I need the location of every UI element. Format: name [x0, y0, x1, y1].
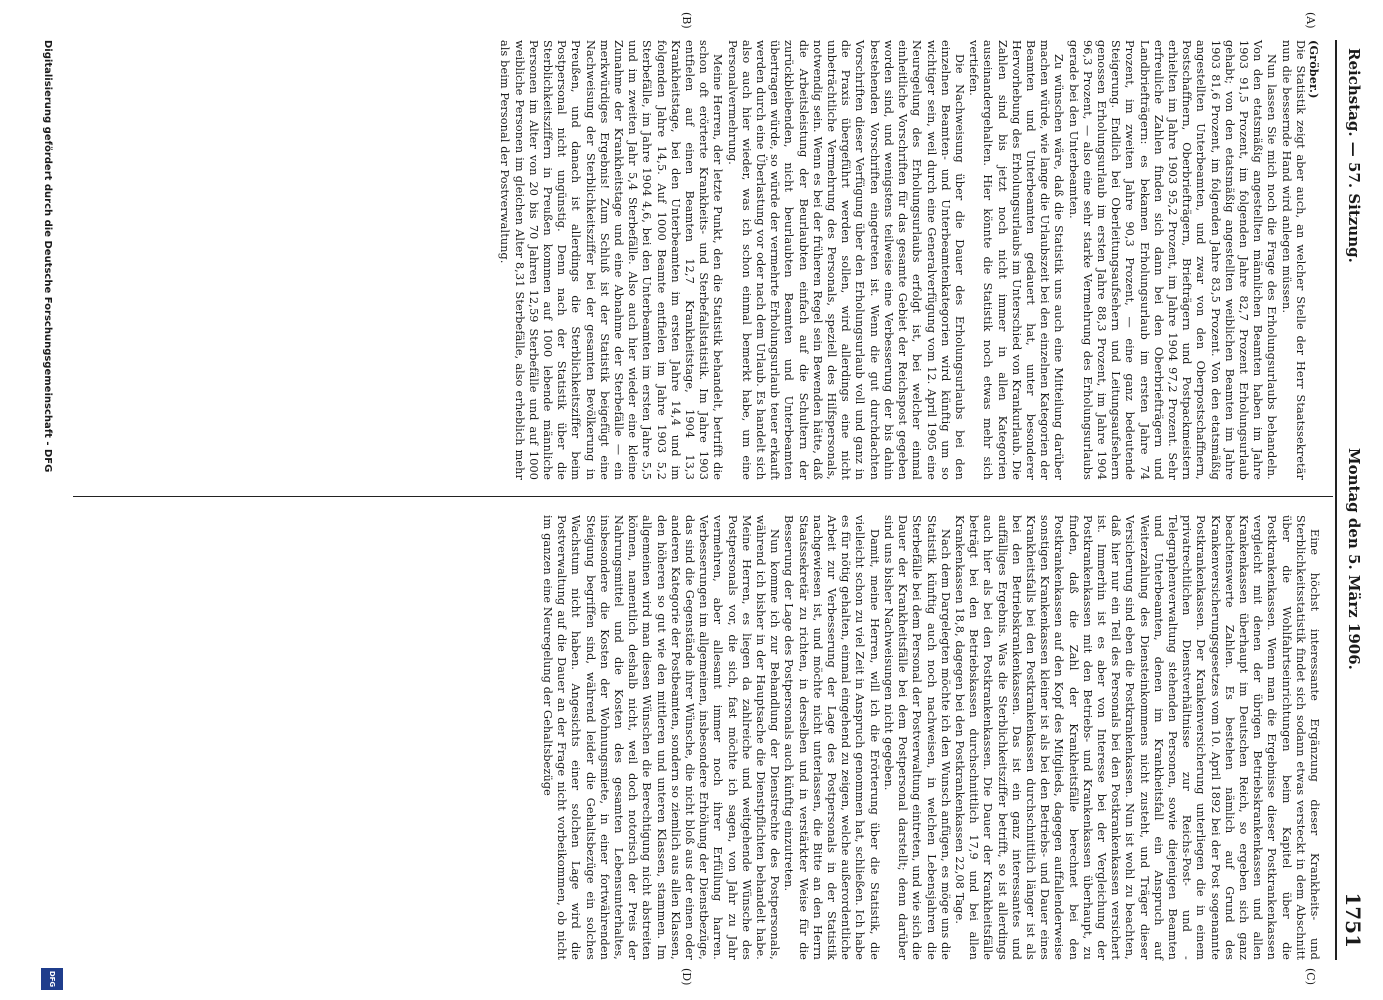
page-number: 1751 — [1341, 892, 1365, 948]
paragraph: Eine höchst interessante Ergänzung dieser Krankheits- und Sterblichkeitsstatistik findet sich sodann etwas versteckt in dem Abschnitt über die Wohlfahrtseinrichtungen beim Kapitel über die Postkrankenkassen. Wenn man die Ergebnisse dieser Postkrankenkassen vergleicht mit denen der übrigen Betriebskrankenkassen und allen Krankenkassen überhaupt im Deutschen Reich, so ergeben sich ganz beachtenswerte Zahlen. Es bestehen nämlich auf Grund des Krankenversicherungsgesetzes vom 10. April 1892 bei der Post sogenannte Postkrankenkassen. Der Krankenversicherung unterliegen die in einem privatrechtlichen Dienstverhältnisse zur Reichs-Post- und -Telegraphenverwaltung stehenden Personen, sowie diejenigen Beamten und Unterbeamten, denen im Krankheitsfall ein Anspruch auf Weiterzahlung des Diensteinkommens nicht zusteht, und Träger dieser Versicherung sind eben die Postkrankenkassen. Nun ist wohl zu beachten, daß hier nur ein Teil des Personals bei den Postkrankenkassen versichert ist. Immerhin ist es aber von Interesse bei der Vergleichung der Postkrankenkassen mit den Betriebs- und Krankenkassen überhaupt, zu finden, daß die Zahl der Krankheitsfälle berechnet bei den Postkrankenkassen auf den Kopf des Mitglieds, dagegen auffallenderweise sonstigen Krankenkassen kleiner ist als bei den Betriebs- und Dauer eines Krankheitsfalls bei den Postkrankenkassen durchschnittlich länger ist als bei den Betriebskrankenkassen. Das ist ein ganz interessantes und auffälliges Ergebnis. Was die Sterblichkeitsziffer betrifft, so ist allerdings auch hier als bei den Postkrankenkassen. Die Dauer der Krankheitsfälle beträgt bei den Betriebskassen durchschnittlich 17,9 und bei allen Krankenkassen 18,8, dagegen bei den Postkrankenkassen 22,08 Tage. — [952, 515, 1321, 960]
paragraph: Nun lassen Sie mich noch die Frage des Erholungsurlaubs behandeln. Von den etatsmäßig angestellten männlichen Beamten haben im Jahre 1903 91,5 Prozent, im folgenden Jahre 82,7 Prozent Erholungsurlaub gehabt; von den etatsmäßig angestellten weiblichen Beamten im Jahre 1903 81,6 Prozent, im folgenden Jahre 83,5 Prozent. Von den etatsmäßig angestellten Unterbeamten, und zwar von den Oberpostschaffnern, Postschaffnern, Oberbriefträgern, Briefträgern und Postpackmeistern erhielten im Jahre 1903 95,2 Prozent, im Jahre 1904 97,2 Prozent. Sehr erfreuliche Zahlen finden sich dann bei den Oberbriefträgern und Landbriefträgern: es bekamen Erholungsurlaub im ersten Jahre 74 Prozent, im zweiten Jahre 90,3 Prozent, — eine ganz bedeutende Steigerung. Endlich bei Oberleitungsaufsehern und Leitungsaufsehern genossen Erholungsurlaub im ersten Jahre 88,3 Prozent, im Jahre 1904 96,3 Prozent, — also eine sehr starke Vermehrung des Erholungsurlaubs gerade bei den Unterbeamten. — [1066, 40, 1279, 480]
right-column — [86, 515, 1321, 960]
margin-mark-b: (B) — [680, 12, 693, 29]
paragraph: Nun komme ich zur Behandlung der Dienstrechte des Postpersonals, während ich bisher in der Hauptsache die Dienstpflichten behandelt habe. Meine Herren, es liegen da zahlreiche und weitgehende Wünsche des Postpersonals vor, die sich, fast möchte ich sagen, von Jahr zu Jahr vermehren, aber allesamt immer noch ihrer Erfüllung harren. Verbesserungen im allgemeinen, insbesondere Erhöhung der Dienstbezüge, das sind die Gegenstände ihrer Wünsche, die nicht bloß aus der einen oder anderen Kategorie der Postbeamten, sondern so ziemlich aus allen Klassen, den höheren so gut wie den mittleren und unteren Klassen, stammen. Im allgemeinen wird man diesen Wünschen die Berechtigung nicht abstreiten können, namentlich deshalb nicht, weil doch notorisch der Preis der Nahrungsmittel und die Kosten des gesamten Lebensunterhaltes, insbesondere die Kosten der Wohnungsmiete, in einer fortwährenden Steigung begriffen sind, während leider die Gehaltsbezüge ein solches Wachstum nicht haben. Angesichts einer solchen Lage wird die Postverwaltung auf die Dauer an der Frage nicht vorbeikommen, ob nicht im ganzen eine Neuregelung der Gehaltsbezüge — [541, 515, 782, 960]
margin-mark-c: (C) — [1304, 968, 1317, 985]
header-date: Montag den 5. März 1906. — [1345, 448, 1363, 670]
speaker-name: (Gröber.) — [1307, 40, 1321, 99]
paragraph: Die Statistik zeigt aber auch, an welcher Stelle der Herr Staatssekretär nun die bessernde Hand wird anlegen müssen. — [1279, 40, 1307, 480]
paragraph: Zu wünschen wäre, daß die Statistik uns auch eine Mitteilung darüber machen würde, wie lange die Urlaubszeit bei den einzelnen Kategorien der Beamten und Unterbeamten gedauert hat, unter besonderer Hervorhebung des Erholungsurlaubs im Unterschied von Krankurlaub. Die Zahlen sind bis jetzt noch nicht immer in allen Kategorien auseinandergehalten. Hier könnte die Statistik noch etwas mehr sich vertiefen. — [967, 40, 1066, 480]
left-column — [86, 40, 1321, 480]
column-divider — [73, 496, 1333, 497]
header-rule — [1335, 40, 1337, 960]
dfg-credit: Digitalisierung gefördert durch die Deutsche Forschungsgemeinschaft - DFG — [42, 40, 53, 473]
paragraph: Damit, meine Herren, will ich die Erörterung über die Statistik, die vielleicht schon zu viel Zeit in Anspruch genommen hat, schließen. Ich habe es für nötig gehalten, einmal eingehend zu zeigen, welche außerordentliche Arbeit zur Verbesserung der Lage des Postpersonals in der Statistik nachgewiesen ist, und möchte nicht unterlassen, die Bitte an den Herrn Staatssekretär zu richten, in derselben und in verstärkter Weise für die Besserung der Lage des Postpersonals auch künftig einzutreten. — [782, 515, 881, 960]
paragraph: Nach dem Dargelegten möchte ich den Wunsch anfügen, es möge uns die Statistik künftig auch noch nachweisen, in welchen Lebensjahren die Sterbefälle bei dem Personal der Postverwaltung eintreten, und wie sich die Dauer der Krankheitsfälle bei dem Postpersonal darstellt; denn darüber sind uns bisher Nachweisungen nicht gegeben. — [881, 515, 952, 960]
page-header — [1343, 48, 1365, 948]
margin-mark-d: (D) — [680, 968, 693, 986]
dfg-logo: DFG — [41, 968, 63, 990]
paragraph: Meine Herren, der letzte Punkt, den die Statistik behandelt, betrifft die schon oft erörterte Krankheits- und Sterbefallstatistik. Im Jahre 1903 entfielen auf einen Beamten 12,7 Krankheitstage, 1904 13,3 Krankheitstage, bei den Unterbeamten im ersten Jahre 14,4 und im folgenden Jahre 14,5. Auf 1000 Beamte entfielen im Jahre 1903 5,2 Sterbefälle, im Jahre 1904 4,6, bei den Unterbeamten im ersten Jahre 5,5 und im zweiten Jahr 5,4 Sterbefälle. Also auch hier wieder eine kleine Zunahme der Krankheitstage und eine Abnahme der Sterbefälle — ein merkwürdiges Ergebnis! Zum Schluß ist der Statistik beigefügt eine Nachweisung der Sterblichkeitsziffer bei der gesamten Bevölkerung in Preußen, und danach ist allerdings die Sterblichkeitsziffer beim Postpersonal nicht ungünstig. Denn nach der Statistik über die Sterblichkeitsziffern in Preußen kommen auf 1000 lebende männliche Personen im Alter von 20 bis 70 Jahren 12,59 Sterbefälle und auf 1000 weibliche Personen im gleichen Alter 8,31 Sterbefälle, also erheblich mehr als beim Personal der Postverwaltung. — [498, 40, 725, 480]
paragraph: Die Nachweisung über die Dauer des Erholungsurlaubs bei den einzelnen Beamten- und Unterbeamtenkategorien wird künftig um so wichtiger sein, weil durch eine Generalverfügung vom 12. April 1905 eine Neuregelung des Erholungsurlaubs erfolgt ist, bei welcher einmal einheitliche Vorschriften für das gesamte Gebiet der Reichspost gegeben worden sind, und wenigstens teilweise eine Verbesserung der bis dahin bestehenden Vorschriften eingetreten ist. Wenn die gut durchdachten Vorschriften dieser Verfügung über den Erholungsurlaub voll und ganz in die Praxis übergeführt werden sollen, wird allerdings eine nicht unbeträchtliche Vermehrung des Personals, speziell des Hilfspersonals, notwendig sein. Wenn es bei der früheren Regel sein Bewenden hätte, daß die Arbeitsleistung der Beurlaubten einfach auf die Schultern der zurückbleibenden, nicht beurlaubten Beamten und Unterbeamten übertragen würde, so würde der vermehrte Erholungsurlaub teuer erkauft werden durch eine Überlastung vor oder nach dem Urlaub. Es handelt sich also auch hier wieder, was ich schon einmal bemerkt habe, um eine Personalvermehrung. — [725, 40, 966, 480]
margin-mark-a: (A) — [1304, 12, 1317, 29]
header-left: Reichstag. — 57. Sitzung. — [1345, 48, 1363, 263]
